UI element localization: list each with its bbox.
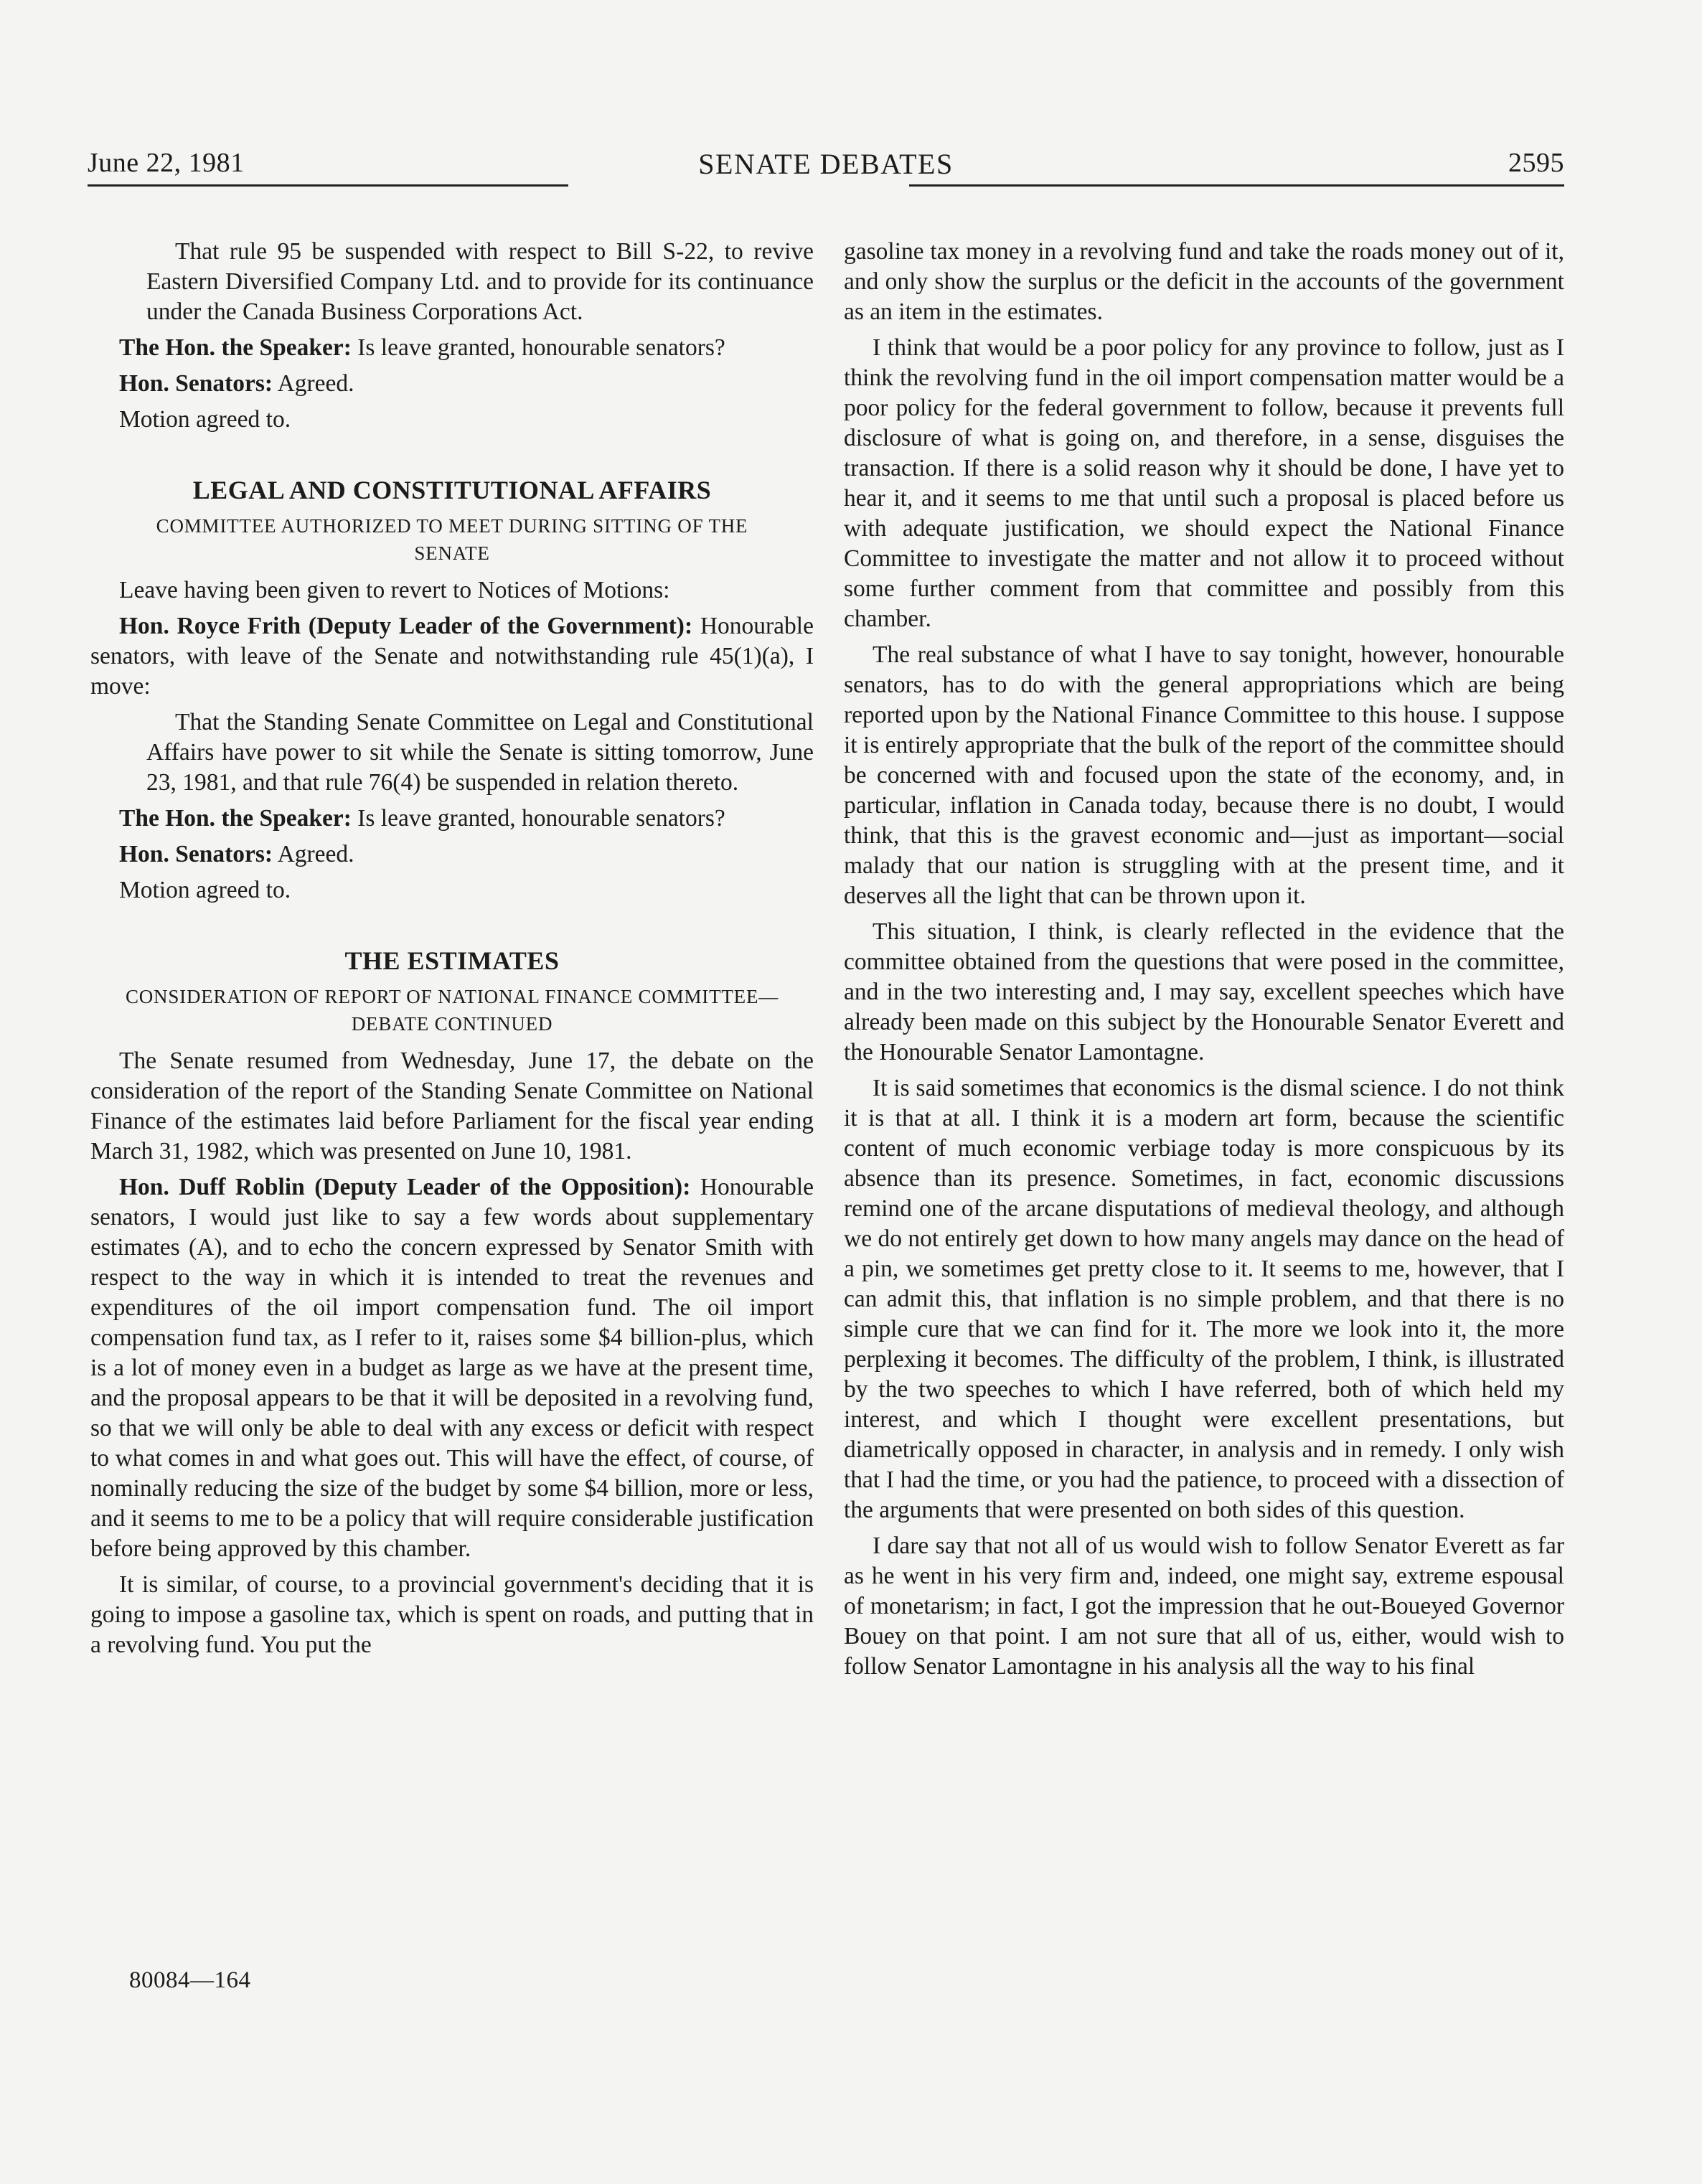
- motion-text-bill-s22: That rule 95 be suspended with respect to Bill S-22, to revive Eastern Diversified Company Ltd. and to provide for its continuance under the Canada Business Corporations Act.: [146, 238, 814, 325]
- speech-text: Honourable senators, with leave of the Senate and notwithstanding rule 45(1)(a), I move:: [90, 613, 814, 700]
- page-header: [88, 147, 1564, 190]
- motion-text-committee-sit: That the Standing Senate Committee on Legal and Constitutional Affairs have power to sit while the Senate is sitting tomorrow, June 23, 1981, and that rule 76(4) be suspended in relation thereto.: [146, 709, 814, 796]
- speech-text: Agreed.: [273, 370, 354, 397]
- senators-response: [90, 369, 814, 399]
- speech-text: Is leave granted, honourable senators?: [351, 334, 725, 361]
- body-paragraph: I think that would be a poor policy for any province to follow, just as I think the revolving fund in the oil import compensation matter would be a poor policy for the federal government to follow, because it prevents full disclosure of what is going on, and therefore, in a sense, disguises the transaction. If there is a solid reason why it should be done, I have yet to hear it, and it seems to me that until such a proposal is placed before us with adequate justification, we should expect the National Finance Committee to investigate the matter and not allow it to proceed without some further comment from that committee and possibly from this chamber.: [844, 334, 1564, 632]
- body-paragraph: I dare say that not all of us would wish to follow Senator Everett as far as he went in his very firm and, indeed, one might say, extreme espousal of monetarism; in fact, I got the impression that he out-Boueyed Governor Bouey on that point. I am not sure that all of us, either, would wish to follow Senator Lamontagne in his analysis all the way to his final: [844, 1533, 1564, 1680]
- speaker-name: Hon. Duff Roblin (Deputy Leader of the Opposition):: [119, 1174, 691, 1200]
- speaker-name: The Hon. the Speaker:: [119, 334, 352, 361]
- speaker-paragraph: [90, 1172, 814, 1564]
- left-column: [90, 237, 814, 1666]
- section-heading-estimates: THE ESTIMATES: [344, 946, 560, 975]
- body-paragraph: It is similar, of course, to a provincial government's deciding that it is going to impose a gasoline tax, which is spent on roads, and putting that in a revolving fund. You put the: [90, 1571, 814, 1658]
- body-paragraph: It is said sometimes that economics is the dismal science. I do not think it is that at all. I think it is a modern art form, because the scientific content of much economic verbiage today is more conspicuous by its absence than its presence. Sometimes, in fact, economic discussions remind one of the arcane disputations of medieval theology, and although we do not entirely get down to how many angels may dance on the head of a pin, we sometimes get pretty close to it. It seems to me, however, that I can admit this, that inflation is no simple problem, and that there is no simple cure that we can find for it. The more we look into it, the more perplexing it becomes. The difficulty of the problem, I think, is illustrated by the two speeches to which I have referred, both of which held my interest, and which I thought were excellent presentations, but diametrically opposed in character, in analysis and in remedy. I only wish that I had the time, or you had the patience, to proceed with a dissection of the arguments that were presented on both sides of this question.: [844, 1075, 1564, 1523]
- speaker-paragraph: [90, 611, 814, 702]
- section-subheading-national-finance: CONSIDERATION OF REPORT OF NATIONAL FINANCE COMMITTEE—DEBATE CONTINUED: [125, 986, 779, 1035]
- speaker-paragraph: [90, 804, 814, 834]
- senators-response: [90, 839, 814, 870]
- header-date: June 22, 1981: [88, 148, 245, 178]
- procedural-note: The Senate resumed from Wednesday, June 17, the debate on the consideration of the report of the Standing Senate Committee on National Finance of the estimates laid before Parliament for the fiscal year ending March 31, 1982, which was presented on June 10, 1981.: [90, 1048, 814, 1164]
- header-rule-right: [909, 184, 1564, 187]
- footer-print-code: 80084—164: [129, 1967, 251, 1993]
- body-paragraph: This situation, I think, is clearly reflected in the evidence that the committee obtained from the questions that were posed in the committee, and in the two interesting and, I may say, excellent speeches which have already been made on this subject by the Honourable Senator Everett and the Honourable Senator Lamontagne.: [844, 918, 1564, 1065]
- body-paragraph: The real substance of what I have to say tonight, however, honourable senators, has to do with the general appropriations which are being reported upon by the National Finance Committee to this house. I suppose it is entirely appropriate that the bulk of the report of the committee should be concerned with and focused upon the state of the economy, and, in particular, inflation in Canada today, because there is no doubt, I would think, that this is the gravest economic and—just as important—social malady that our nation is struggling with at the present time, and it deserves all the light that can be thrown upon it.: [844, 641, 1564, 909]
- motion-agreed: Motion agreed to.: [119, 877, 291, 903]
- section-heading-legal-affairs: LEGAL AND CONSTITUTIONAL AFFAIRS: [192, 476, 712, 504]
- procedural-note: Leave having been given to revert to Notices of Motions:: [119, 577, 670, 603]
- speech-text: Agreed.: [273, 841, 354, 867]
- speaker-name: Hon. Senators:: [119, 841, 273, 867]
- right-column: [844, 237, 1564, 1688]
- speech-text: Is leave granted, honourable senators?: [351, 805, 725, 832]
- speaker-name: Hon. Senators:: [119, 370, 273, 397]
- speaker-paragraph: [90, 333, 814, 363]
- header-title: SENATE DEBATES: [698, 148, 954, 180]
- speaker-name: Hon. Royce Frith (Deputy Leader of the Government):: [119, 613, 693, 639]
- section-subheading-committee-authorized: COMMITTEE AUTHORIZED TO MEET DURING SITTING OF THE SENATE: [156, 515, 748, 564]
- speech-text: Honourable senators, I would just like to say a few words about supplementary estimates (A), and to echo the concern expressed by Senator Smith with respect to the way in which it is intended to treat the revenues and expenditures of the oil import compensation fund. The oil import compensation fund tax, as I refer to it, raises some $4 billion-plus, which is a lot of money even in a budget as large as we have at the present time, and the proposal appears to be that it will be deposited in a revolving fund, so that we will only be able to deal with any excess or deficit with respect to what comes in and what goes out. This will have the effect, of course, of nominally reducing the size of the budget by some $4 billion, more or less, and it seems to me to be a policy that will require considerable justification before being approved by this chamber.: [90, 1174, 814, 1562]
- header-page-number: 2595: [1508, 148, 1564, 178]
- speaker-name: The Hon. the Speaker:: [119, 805, 352, 832]
- header-rule-left: [88, 184, 568, 187]
- motion-agreed: Motion agreed to.: [119, 406, 291, 433]
- body-paragraph: gasoline tax money in a revolving fund and take the roads money out of it, and only show the surplus or the deficit in the accounts of the government as an item in the estimates.: [844, 238, 1564, 325]
